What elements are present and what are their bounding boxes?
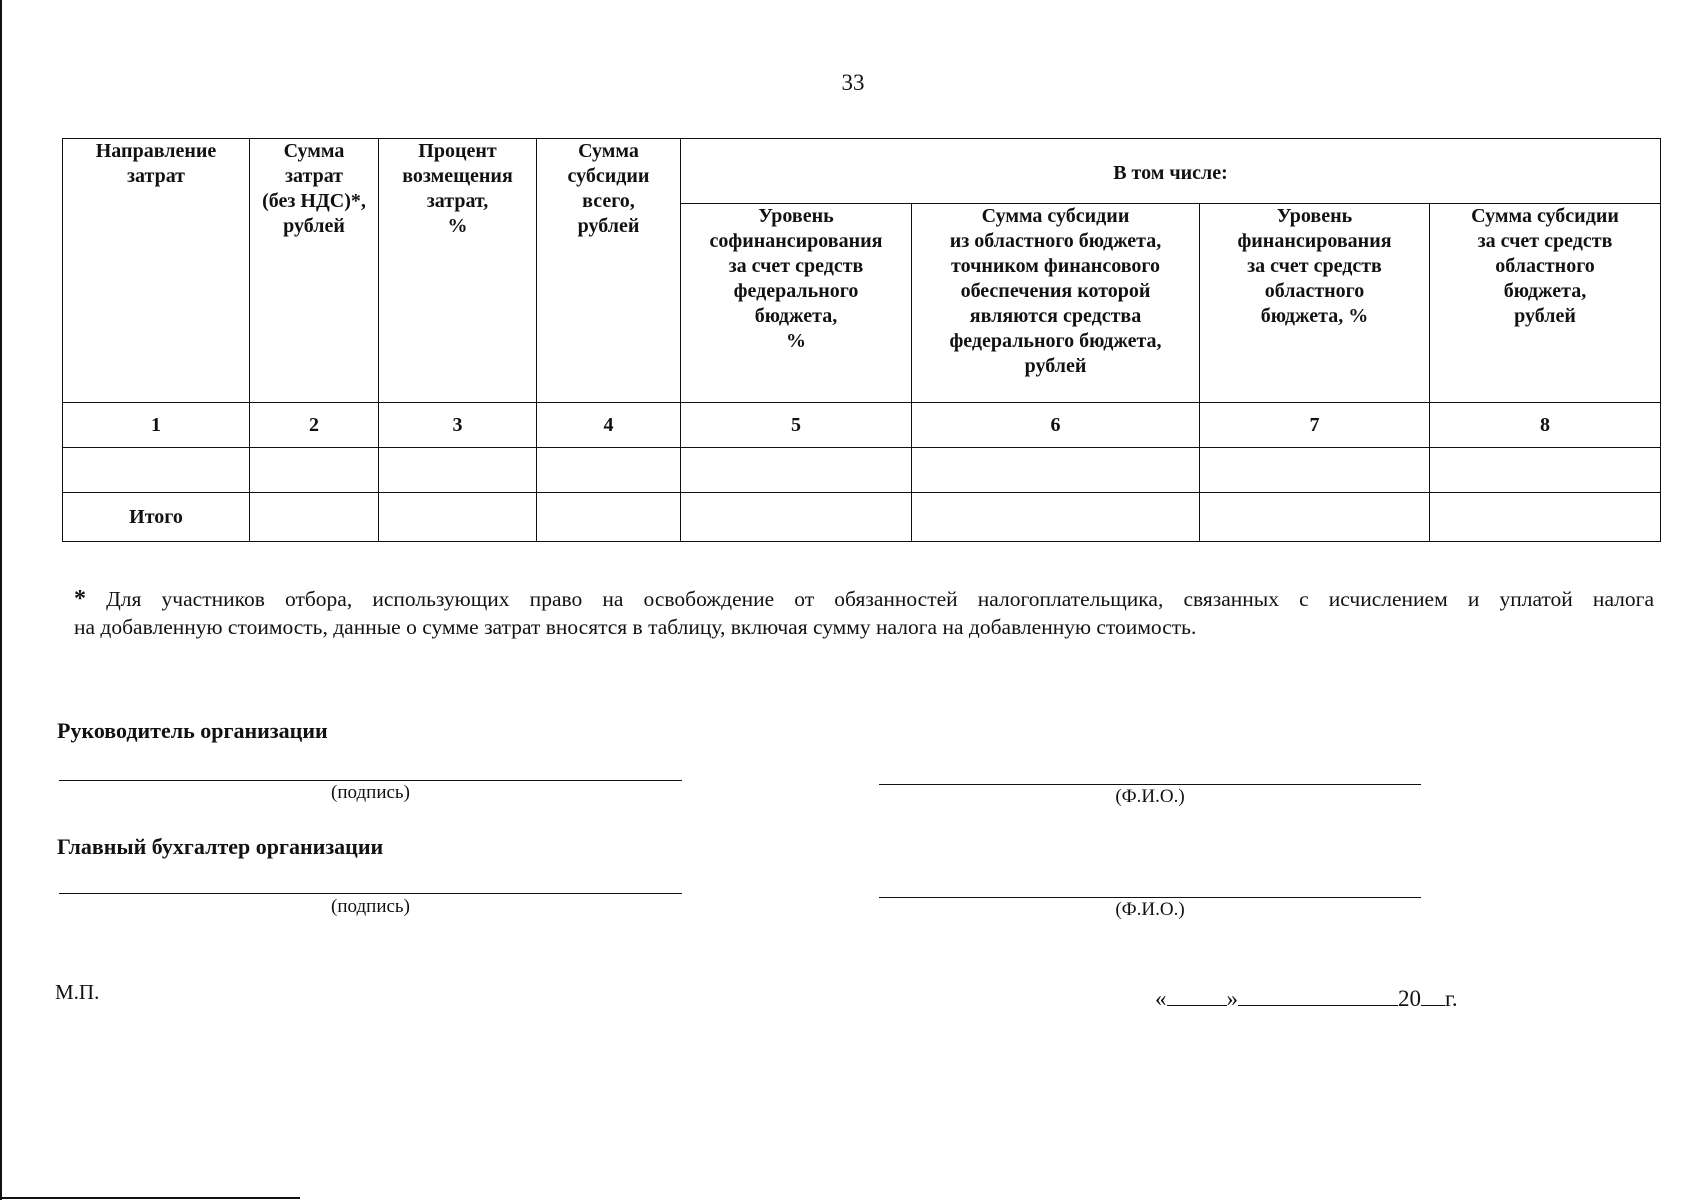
table-cell: [1430, 448, 1661, 493]
accountant-name-caption: (Ф.И.О.): [1115, 899, 1185, 920]
header-subsidy-total: Сумма субсидии всего, рублей: [537, 139, 681, 403]
head-title: Руководитель организации: [57, 718, 328, 743]
header-percent: Процент возмещения затрат, %: [379, 139, 537, 403]
footnote-line-2: на добавленную стоимость, данные о сумме затрат вносятся в таблицу, включая сумму налога на добавленную стоимость.: [74, 615, 1197, 639]
table-cell: [537, 493, 681, 542]
table-cell: [912, 493, 1200, 542]
accountant-signature-line: [59, 893, 682, 894]
head-signature-line: [59, 780, 682, 781]
page-number: 33: [841, 70, 865, 95]
header-federal-cofinancing-level: Уровень софинансирования за счет средств федерального бюджета, %: [681, 204, 912, 403]
footnote-line-1: * Для участников отбора, использующих право на освобождение от обязанностей налогоплательщика, связанных с исчислением и уплатой налога: [74, 586, 1655, 612]
stamp-label: М.П.: [55, 980, 100, 1004]
table-cell: [537, 448, 681, 493]
year-blank: [1421, 985, 1445, 1006]
scan-edge-bottom: [0, 1197, 300, 1199]
table-cell: [379, 448, 537, 493]
column-number: 5: [681, 403, 912, 448]
head-name-caption: (Ф.И.О.): [1115, 786, 1185, 807]
table-cell: [250, 448, 379, 493]
date-line: « » 20 г.: [1155, 986, 1458, 1011]
column-number: 7: [1200, 403, 1430, 448]
table-cell: [63, 448, 250, 493]
head-signature-caption: (подпись): [331, 782, 410, 803]
header-regional-subsidy-sum: Сумма субсидии за счет средств областного бюджета, рублей: [1430, 204, 1661, 403]
day-blank: [1167, 985, 1227, 1006]
column-number-row: [63, 403, 1661, 448]
column-number: 6: [912, 403, 1200, 448]
column-number: 8: [1430, 403, 1661, 448]
header-direction: Направление затрат: [63, 139, 250, 403]
header-regional-financing-level: Уровень финансирования за счет средств областного бюджета, %: [1200, 204, 1430, 403]
column-number: 1: [63, 403, 250, 448]
accountant-signature-caption: (подпись): [331, 896, 410, 917]
column-number: 2: [250, 403, 379, 448]
footnote: [74, 585, 1654, 641]
accountant-title: Главный бухгалтер организации: [57, 834, 384, 859]
subsidy-cost-table: [62, 138, 1661, 542]
header-cost-sum: Сумма затрат (без НДС)*, рублей: [250, 139, 379, 403]
scan-edge-left: [0, 0, 2, 1200]
table-cell: [1200, 448, 1430, 493]
table-cell: [912, 448, 1200, 493]
table-cell: [250, 493, 379, 542]
column-number: 4: [537, 403, 681, 448]
total-row: [63, 493, 1661, 542]
table-cell: [379, 493, 537, 542]
table-row: [63, 448, 1661, 493]
total-label: Итого: [63, 493, 250, 542]
header-federal-subsidy-sum: Сумма субсидии из областного бюджета, точником финансового обеспечения которой являются средства федерального бюджета, рублей: [912, 204, 1200, 403]
table-cell: [681, 493, 912, 542]
footnote-marker: *: [74, 586, 86, 612]
month-blank: [1238, 985, 1398, 1006]
table-cell: [1430, 493, 1661, 542]
header-including: В том числе:: [681, 139, 1661, 204]
column-number: 3: [379, 403, 537, 448]
table-cell: [681, 448, 912, 493]
table-cell: [1200, 493, 1430, 542]
head-name-line: [879, 784, 1421, 785]
accountant-name-line: [879, 897, 1421, 898]
